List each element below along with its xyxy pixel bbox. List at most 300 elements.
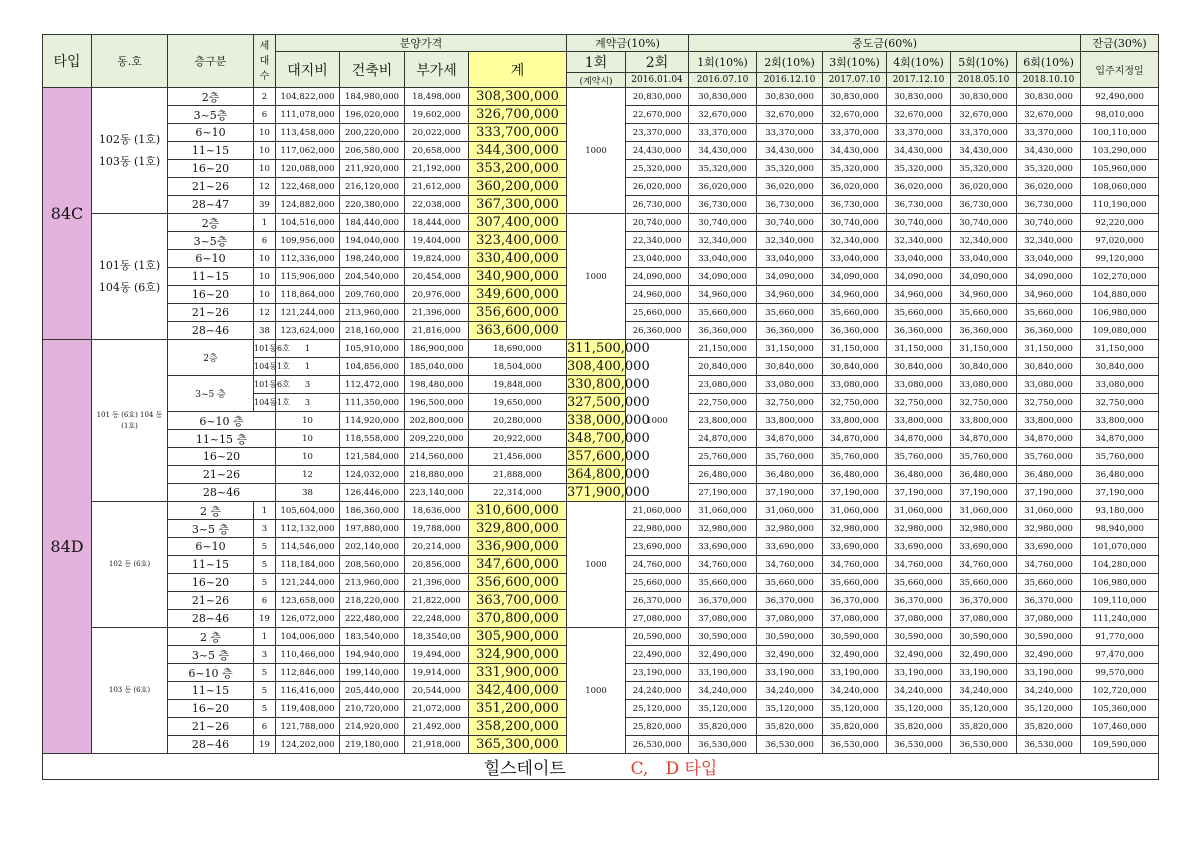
mid-payment-5-cell: 35,660,000 — [951, 304, 1017, 322]
units-cell: 3 — [276, 376, 340, 394]
balance-cell: 99,570,000 — [1081, 664, 1159, 682]
total-cell: 327,500,000 — [567, 395, 650, 410]
mid-payment-3-cell: 32,340,000 — [823, 232, 887, 250]
header-units — [254, 35, 276, 88]
mid-payment-2-cell: 30,740,000 — [757, 214, 823, 232]
balance-cell: 99,120,000 — [1081, 250, 1159, 268]
mid-payment-5-cell: 36,480,000 — [1017, 466, 1081, 484]
building-cell: 208,560,000 — [340, 556, 405, 574]
mid-payment-4-cell: 33,080,000 — [951, 376, 1017, 394]
land-cell: 117,062,000 — [276, 142, 340, 160]
header-price-group: 분양가격 — [276, 35, 567, 52]
mid-payment-3-cell: 37,190,000 — [887, 484, 951, 502]
mid-payment-4-cell: 32,670,000 — [887, 106, 951, 124]
mid-payment-1-cell: 34,870,000 — [757, 430, 823, 448]
total-cell: 353,200,000 — [469, 160, 567, 178]
units-cell: 10 — [254, 160, 276, 178]
mid-payment-3-cell: 33,080,000 — [887, 376, 951, 394]
header-balance-sub: 입주지정일 — [1081, 52, 1159, 88]
land-cell: 110,466,000 — [276, 646, 340, 664]
mid-payment-3-cell: 33,190,000 — [823, 664, 887, 682]
land-cell: 104,006,000 — [276, 628, 340, 646]
mid-payment-4-cell: 34,430,000 — [887, 142, 951, 160]
balance-cell: 92,490,000 — [1081, 88, 1159, 106]
mid-payment-5-cell: 34,430,000 — [951, 142, 1017, 160]
deposit2-cell: 27,080,000 — [626, 610, 689, 628]
mid-payment-4-cell: 30,840,000 — [951, 358, 1017, 376]
mid-payment-6-cell: 35,120,000 — [1017, 700, 1081, 718]
deposit2-cell: 20,740,000 — [626, 214, 689, 232]
balance-cell: 109,080,000 — [1081, 322, 1159, 340]
land-cell: 126,446,000 — [340, 484, 405, 502]
land-cell: 104,516,000 — [276, 214, 340, 232]
mid-payment-1-cell: 34,960,000 — [689, 286, 757, 304]
mid-payment-1-cell: 35,820,000 — [689, 718, 757, 736]
mid-payment-3-cell: 36,480,000 — [887, 466, 951, 484]
mid-payment-4-cell: 35,120,000 — [887, 700, 951, 718]
floor-label: 11~15 층 — [168, 430, 276, 448]
vat-cell: 20,922,000 — [469, 430, 567, 448]
table-row — [43, 340, 1159, 358]
building-cell: 223,140,000 — [405, 484, 469, 502]
building-cell: 196,020,000 — [340, 106, 405, 124]
deposit2-cell: 25,660,000 — [626, 304, 689, 322]
deposit2-cell: 25,320,000 — [626, 160, 689, 178]
land-cell: 114,920,000 — [340, 412, 405, 430]
mid-payment-5-cell: 33,690,000 — [951, 538, 1017, 556]
total-cell: 333,700,000 — [469, 124, 567, 142]
mid-payment-5-cell: 33,190,000 — [951, 664, 1017, 682]
floor-label: 104동1호 — [254, 358, 276, 376]
balance-cell: 98,940,000 — [1081, 520, 1159, 538]
land-cell: 112,336,000 — [276, 250, 340, 268]
mid-payment-3-cell: 31,060,000 — [823, 502, 887, 520]
building-cell: 214,560,000 — [405, 448, 469, 466]
table-row — [43, 448, 1159, 466]
total-cell: 307,400,000 — [469, 214, 567, 232]
balance-cell: 110,190,000 — [1081, 196, 1159, 214]
deposit2-cell: 23,370,000 — [626, 124, 689, 142]
building-cell: 213,960,000 — [340, 574, 405, 592]
vat-cell: 21,396,000 — [405, 574, 469, 592]
floor-label: 16~20 — [168, 448, 276, 466]
total-cell: 365,300,000 — [469, 736, 567, 754]
mid-payment-2-cell: 36,370,000 — [757, 592, 823, 610]
mid-payment-5-cell: 33,080,000 — [1017, 376, 1081, 394]
units-cell: 19 — [254, 610, 276, 628]
mid-payment-3-cell: 36,530,000 — [823, 736, 887, 754]
total-cell: 323,400,000 — [469, 232, 567, 250]
vat-cell: 21,192,000 — [405, 160, 469, 178]
mid-payment-6-cell: 36,730,000 — [1017, 196, 1081, 214]
mid-payment-6-cell: 34,090,000 — [1017, 268, 1081, 286]
vat-cell: 20,022,000 — [405, 124, 469, 142]
mid-payment-5-cell: 36,370,000 — [951, 592, 1017, 610]
mid-payment-3-cell: 30,830,000 — [823, 88, 887, 106]
header-dep1-sub: (계약시) — [567, 73, 626, 88]
balance-cell: 97,020,000 — [1081, 232, 1159, 250]
mid-payment-5-cell: 30,740,000 — [951, 214, 1017, 232]
mid-payment-6-cell: 34,430,000 — [1017, 142, 1081, 160]
mid-payment-4-cell: 34,240,000 — [887, 682, 951, 700]
floor-label: 16~20 — [168, 574, 254, 592]
total-cell: 349,600,000 — [469, 286, 567, 304]
mid-payment-2-cell: 33,370,000 — [757, 124, 823, 142]
table-row — [43, 466, 1159, 484]
building-cell: 222,480,000 — [340, 610, 405, 628]
header-units-char: 세 — [259, 40, 270, 52]
land-cell: 118,558,000 — [340, 430, 405, 448]
mid-payment-3-cell: 33,690,000 — [823, 538, 887, 556]
mid-payment-4-cell: 30,830,000 — [887, 88, 951, 106]
mid-payment-2-cell: 33,080,000 — [823, 376, 887, 394]
deposit2-cell: 27,190,000 — [689, 484, 757, 502]
mid-payment-4-cell: 32,490,000 — [887, 646, 951, 664]
mid-payment-1-cell: 36,360,000 — [689, 322, 757, 340]
balance-cell: 92,220,000 — [1081, 214, 1159, 232]
total-cell: 363,700,000 — [469, 592, 567, 610]
floor-label: 2 층 — [168, 502, 254, 520]
balance-cell: 106,980,000 — [1081, 574, 1159, 592]
total-cell: 344,300,000 — [469, 142, 567, 160]
total-cell: 308,300,000 — [469, 88, 567, 106]
floor-label: 3~5층 — [168, 232, 254, 250]
floor-label: 3~5 층 — [168, 520, 254, 538]
floor-label: 101동6호 — [254, 376, 276, 394]
building-cell: 216,120,000 — [340, 178, 405, 196]
vat-cell: 19,650,000 — [469, 394, 567, 412]
footer-types: C, D 타입 — [630, 759, 718, 779]
deposit2-cell: 26,730,000 — [626, 196, 689, 214]
floor-sub-label: 3~5 층 — [168, 376, 254, 412]
header-units-char: 수 — [259, 70, 270, 82]
vat-cell: 19,848,000 — [469, 376, 567, 394]
header-mid-4-date: 2017.12.10 — [887, 73, 951, 88]
units-cell: 10 — [254, 268, 276, 286]
land-cell: 109,956,000 — [276, 232, 340, 250]
deposit2-cell: 26,480,000 — [689, 466, 757, 484]
land-cell: 123,658,000 — [276, 592, 340, 610]
total-cell: 310,600,000 — [469, 502, 567, 520]
mid-payment-5-cell: 37,190,000 — [1017, 484, 1081, 502]
land-cell: 118,184,000 — [276, 556, 340, 574]
mid-payment-4-cell: 33,800,000 — [951, 412, 1017, 430]
vat-cell: 20,856,000 — [405, 556, 469, 574]
deposit2-cell: 23,040,000 — [626, 250, 689, 268]
building-cell: 204,540,000 — [340, 268, 405, 286]
mid-payment-2-cell: 34,240,000 — [757, 682, 823, 700]
header-mid-3: 3회(10%) — [823, 52, 887, 73]
deposit2-cell: 22,980,000 — [626, 520, 689, 538]
header-mid-6-date: 2018.10.10 — [1017, 73, 1081, 88]
mid-payment-2-cell: 37,080,000 — [757, 610, 823, 628]
total-cell: 340,900,000 — [469, 268, 567, 286]
deposit2-cell: 23,190,000 — [626, 664, 689, 682]
mid-payment-4-cell: 36,480,000 — [951, 466, 1017, 484]
vat-cell: 18,690,000 — [469, 340, 567, 358]
mid-payment-5-cell: 33,040,000 — [951, 250, 1017, 268]
mid-payment-1-cell: 36,480,000 — [757, 466, 823, 484]
units-cell: 1 — [276, 340, 340, 358]
total-cell: 305,900,000 — [469, 628, 567, 646]
land-cell: 121,584,000 — [340, 448, 405, 466]
mid-payment-5-cell: 36,530,000 — [951, 736, 1017, 754]
mid-payment-5-cell: 32,980,000 — [951, 520, 1017, 538]
mid-payment-3-cell: 36,370,000 — [823, 592, 887, 610]
floor-label: 28~46 — [168, 736, 254, 754]
mid-payment-2-cell: 34,090,000 — [757, 268, 823, 286]
mid-payment-5-cell: 30,590,000 — [951, 628, 1017, 646]
mid-payment-1-cell: 37,080,000 — [689, 610, 757, 628]
floor-label: 21~26 — [168, 304, 254, 322]
mid-payment-2-cell: 35,120,000 — [757, 700, 823, 718]
vat-cell: 21,822,000 — [405, 592, 469, 610]
floor-label: 6~10 — [168, 538, 254, 556]
table-row — [43, 430, 1159, 448]
mid-payment-3-cell: 35,760,000 — [887, 448, 951, 466]
mid-payment-4-cell: 31,150,000 — [951, 340, 1017, 358]
mid-payment-1-cell: 36,730,000 — [689, 196, 757, 214]
deposit2-cell: 26,530,000 — [626, 736, 689, 754]
mid-payment-5-cell: 37,080,000 — [951, 610, 1017, 628]
deposit2-cell: 23,690,000 — [626, 538, 689, 556]
mid-payment-6-cell: 30,840,000 — [1081, 358, 1159, 376]
mid-payment-4-cell: 36,730,000 — [887, 196, 951, 214]
mid-payment-5-cell: 30,840,000 — [1017, 358, 1081, 376]
vat-cell: 21,816,000 — [405, 322, 469, 340]
mid-payment-1-cell: 32,750,000 — [757, 394, 823, 412]
mid-payment-2-cell: 30,840,000 — [823, 358, 887, 376]
vat-cell: 18,3540,00 — [405, 628, 469, 646]
header-mid-2-date: 2016.12.10 — [757, 73, 823, 88]
vat-cell: 21,492,000 — [405, 718, 469, 736]
mid-payment-1-cell: 32,340,000 — [689, 232, 757, 250]
units-cell: 10 — [276, 412, 340, 430]
units-cell: 10 — [276, 430, 340, 448]
building-cell: 198,240,000 — [340, 250, 405, 268]
mid-payment-4-cell: 35,660,000 — [887, 574, 951, 592]
balance-cell: 102,270,000 — [1081, 268, 1159, 286]
units-cell: 3 — [254, 520, 276, 538]
units-cell: 5 — [254, 538, 276, 556]
floor-label: 104동1호 — [254, 394, 276, 412]
land-cell: 115,906,000 — [276, 268, 340, 286]
dong-label: 103 동 (6호) — [92, 628, 168, 754]
balance-cell: 97,470,000 — [1081, 646, 1159, 664]
balance-cell: 105,960,000 — [1081, 160, 1159, 178]
building-cell: 206,580,000 — [340, 142, 405, 160]
land-cell: 119,408,000 — [276, 700, 340, 718]
units-cell: 3 — [276, 394, 340, 412]
building-cell: 209,760,000 — [340, 286, 405, 304]
mid-payment-5-cell: 35,120,000 — [951, 700, 1017, 718]
total-cell: 357,600,000 — [567, 449, 650, 464]
deposit2-cell: 26,020,000 — [626, 178, 689, 196]
vat-cell: 18,498,000 — [405, 88, 469, 106]
mid-payment-1-cell: 35,660,000 — [689, 304, 757, 322]
mid-payment-4-cell: 32,750,000 — [951, 394, 1017, 412]
units-cell: 5 — [254, 574, 276, 592]
mid-payment-5-cell: 34,240,000 — [951, 682, 1017, 700]
vat-cell: 19,404,000 — [405, 232, 469, 250]
deposit1-cell: 1000 — [567, 214, 626, 340]
mid-payment-5-cell: 35,760,000 — [1017, 448, 1081, 466]
header-dong: 동.호 — [92, 35, 168, 88]
mid-payment-2-cell: 32,750,000 — [823, 394, 887, 412]
total-cell: 347,600,000 — [469, 556, 567, 574]
mid-payment-4-cell: 36,530,000 — [887, 736, 951, 754]
mid-payment-3-cell: 36,360,000 — [823, 322, 887, 340]
balance-cell: 104,880,000 — [1081, 286, 1159, 304]
mid-payment-6-cell: 31,150,000 — [1081, 340, 1159, 358]
land-cell: 121,788,000 — [276, 718, 340, 736]
mid-payment-4-cell: 33,040,000 — [887, 250, 951, 268]
building-cell: 186,360,000 — [340, 502, 405, 520]
units-cell: 6 — [254, 232, 276, 250]
building-cell: 185,040,000 — [405, 358, 469, 376]
floor-label: 2층 — [168, 88, 254, 106]
floor-label: 16~20 — [168, 286, 254, 304]
mid-payment-6-cell: 34,760,000 — [1017, 556, 1081, 574]
vat-cell: 20,280,000 — [469, 412, 567, 430]
mid-payment-6-cell: 35,320,000 — [1017, 160, 1081, 178]
mid-payment-4-cell: 35,660,000 — [887, 304, 951, 322]
balance-cell: 105,360,000 — [1081, 700, 1159, 718]
floor-label: 11~15 — [168, 556, 254, 574]
mid-payment-6-cell: 37,190,000 — [1081, 484, 1159, 502]
floor-label: 28~46 — [168, 484, 276, 502]
mid-payment-6-cell: 36,530,000 — [1017, 736, 1081, 754]
table-header — [43, 35, 1159, 88]
mid-payment-5-cell: 34,760,000 — [951, 556, 1017, 574]
land-cell: 104,856,000 — [340, 358, 405, 376]
mid-payment-1-cell: 36,370,000 — [689, 592, 757, 610]
deposit2-cell: 24,870,000 — [689, 430, 757, 448]
mid-payment-6-cell: 33,080,000 — [1081, 376, 1159, 394]
mid-payment-6-cell: 33,370,000 — [1017, 124, 1081, 142]
mid-payment-5-cell: 34,960,000 — [951, 286, 1017, 304]
vat-cell: 19,788,000 — [405, 520, 469, 538]
mid-payment-2-cell: 32,670,000 — [757, 106, 823, 124]
table-row — [43, 214, 1159, 232]
floor-sub-label: 2층 — [168, 340, 254, 376]
units-cell: 6 — [254, 592, 276, 610]
units-cell: 10 — [254, 286, 276, 304]
mid-payment-1-cell: 33,040,000 — [689, 250, 757, 268]
mid-payment-1-cell: 34,430,000 — [689, 142, 757, 160]
vat-cell: 19,494,000 — [405, 646, 469, 664]
mid-payment-2-cell: 31,150,000 — [823, 340, 887, 358]
mid-payment-5-cell: 32,670,000 — [951, 106, 1017, 124]
floor-label: 11~15 — [168, 682, 254, 700]
units-cell: 10 — [276, 448, 340, 466]
deposit2-cell: 20,840,000 — [689, 358, 757, 376]
mid-payment-3-cell: 30,590,000 — [823, 628, 887, 646]
mid-payment-6-cell: 33,800,000 — [1081, 412, 1159, 430]
deposit2-cell: 22,670,000 — [626, 106, 689, 124]
building-cell: 198,480,000 — [405, 376, 469, 394]
deposit2-cell: 24,430,000 — [626, 142, 689, 160]
mid-payment-3-cell: 36,020,000 — [823, 178, 887, 196]
balance-cell: 101,070,000 — [1081, 538, 1159, 556]
header-vat: 부가세 — [405, 52, 469, 88]
type-84c: 84C — [43, 88, 92, 340]
mid-payment-2-cell: 36,020,000 — [757, 178, 823, 196]
table-row — [43, 88, 1159, 106]
mid-payment-3-cell: 34,090,000 — [823, 268, 887, 286]
balance-cell: 111,240,000 — [1081, 610, 1159, 628]
floor-label: 2 층 — [168, 628, 254, 646]
vat-cell: 19,602,000 — [405, 106, 469, 124]
mid-payment-5-cell: 32,340,000 — [951, 232, 1017, 250]
mid-payment-6-cell: 33,040,000 — [1017, 250, 1081, 268]
mid-payment-1-cell: 37,190,000 — [757, 484, 823, 502]
mid-payment-5-cell: 30,830,000 — [951, 88, 1017, 106]
mid-payment-6-cell: 32,340,000 — [1017, 232, 1081, 250]
mid-payment-5-cell: 35,660,000 — [951, 574, 1017, 592]
mid-payment-4-cell: 30,590,000 — [887, 628, 951, 646]
deposit2-cell: 24,240,000 — [626, 682, 689, 700]
land-cell: 116,416,000 — [276, 682, 340, 700]
mid-payment-2-cell: 34,760,000 — [757, 556, 823, 574]
total-cell: 358,200,000 — [469, 718, 567, 736]
header-deposit-group: 계약금(10%) — [567, 35, 689, 52]
vat-cell: 22,314,000 — [469, 484, 567, 502]
header-mid-1-date: 2016.07.10 — [689, 73, 757, 88]
building-cell: 199,140,000 — [340, 664, 405, 682]
mid-payment-5-cell: 34,090,000 — [951, 268, 1017, 286]
header-balance-group: 잔금(30%) — [1081, 35, 1159, 52]
units-cell: 10 — [254, 142, 276, 160]
deposit2-cell: 21,150,000 — [689, 340, 757, 358]
header-mid-2: 2회(10%) — [757, 52, 823, 73]
mid-payment-1-cell: 35,760,000 — [757, 448, 823, 466]
mid-payment-6-cell: 34,960,000 — [1017, 286, 1081, 304]
balance-cell: 104,280,000 — [1081, 556, 1159, 574]
mid-payment-2-cell: 35,320,000 — [757, 160, 823, 178]
total-cell: 367,300,000 — [469, 196, 567, 214]
price-table — [42, 34, 1159, 780]
land-cell: 104,822,000 — [276, 88, 340, 106]
table-row — [43, 412, 1159, 430]
mid-payment-3-cell: 31,150,000 — [887, 340, 951, 358]
mid-payment-6-cell: 37,080,000 — [1017, 610, 1081, 628]
deposit2-cell: 23,800,000 — [689, 412, 757, 430]
building-cell: 197,880,000 — [340, 520, 405, 538]
total-cell: 326,700,000 — [469, 106, 567, 124]
mid-payment-2-cell: 33,040,000 — [757, 250, 823, 268]
total-cell: 356,600,000 — [469, 574, 567, 592]
land-cell: 121,244,000 — [276, 574, 340, 592]
land-cell: 126,072,000 — [276, 610, 340, 628]
footer-name: 힐스테이트 — [483, 759, 566, 779]
mid-payment-2-cell: 34,430,000 — [757, 142, 823, 160]
mid-payment-3-cell: 34,240,000 — [823, 682, 887, 700]
mid-payment-4-cell: 34,960,000 — [887, 286, 951, 304]
mid-payment-3-cell: 34,760,000 — [823, 556, 887, 574]
mid-payment-2-cell: 35,660,000 — [757, 574, 823, 592]
mid-payment-1-cell: 36,530,000 — [689, 736, 757, 754]
land-cell: 105,910,000 — [340, 340, 405, 358]
mid-payment-5-cell: 31,060,000 — [951, 502, 1017, 520]
mid-payment-1-cell: 33,690,000 — [689, 538, 757, 556]
building-cell: 194,940,000 — [340, 646, 405, 664]
mid-payment-1-cell: 36,020,000 — [689, 178, 757, 196]
building-cell: 202,140,000 — [340, 538, 405, 556]
table-row — [43, 628, 1159, 646]
building-cell: 196,500,000 — [405, 394, 469, 412]
mid-payment-4-cell: 34,090,000 — [887, 268, 951, 286]
